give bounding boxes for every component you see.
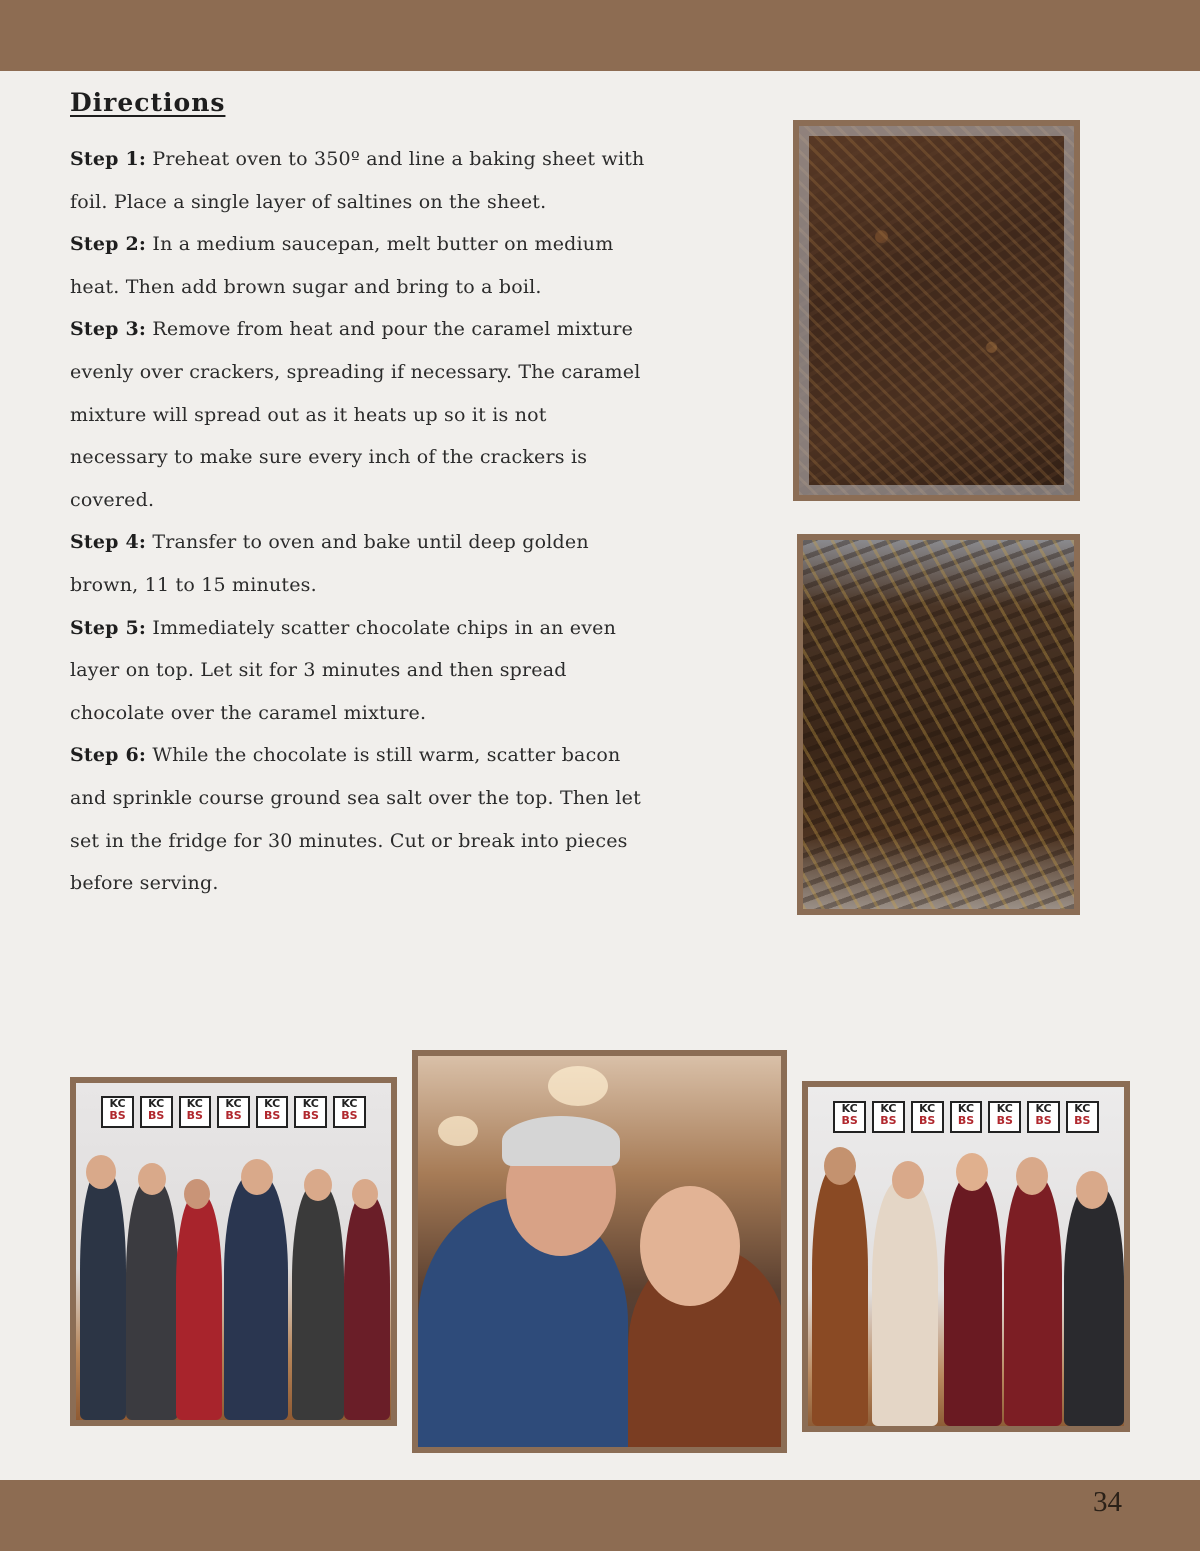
group-photo-left	[70, 1077, 397, 1426]
step-text: In a medium saucepan, melt butter on medium heat. Then add brown sugar and bring to a boil.	[70, 233, 614, 298]
kcbs-logo: KC BS	[294, 1096, 327, 1128]
person	[224, 1175, 288, 1420]
step-label: Step 2:	[70, 233, 147, 256]
step-text: Remove from heat and pour the caramel mixture evenly over crackers, spreading if necessary. The caramel mixture will spread out as it heats up so it is not necessary to make sure every inch of the crackers is covered.	[70, 318, 641, 511]
kcbs-logo: KC BS	[872, 1101, 905, 1133]
kcbs-logo: KC BS	[1027, 1101, 1060, 1133]
step-label: Step 1:	[70, 148, 147, 170]
person	[292, 1185, 344, 1420]
person-head	[352, 1179, 378, 1209]
kcbs-logo: KC BS	[179, 1096, 212, 1128]
person-head	[184, 1179, 210, 1209]
person	[1004, 1176, 1062, 1426]
kcbs-logo: KC BS	[950, 1101, 983, 1133]
group-photo-right	[802, 1081, 1130, 1432]
step-4	[70, 521, 650, 606]
person-head	[892, 1161, 924, 1199]
kcbs-backdrop	[101, 1096, 366, 1128]
person	[126, 1180, 178, 1420]
bottom-band	[0, 1480, 1200, 1551]
person-head	[824, 1147, 856, 1185]
chandelier	[548, 1066, 608, 1106]
step-5	[70, 607, 650, 735]
person-head	[956, 1153, 988, 1191]
step-label: Step 5:	[70, 616, 147, 639]
step-label: Step 3:	[70, 318, 147, 341]
person-head	[1016, 1157, 1048, 1195]
kcbs-logo: KC BS	[256, 1096, 289, 1128]
person	[176, 1195, 222, 1420]
person	[80, 1170, 126, 1420]
step-3	[70, 308, 650, 521]
directions-heading: Directions	[70, 88, 226, 117]
step-6	[70, 734, 650, 904]
person-head	[241, 1159, 273, 1195]
kcbs-logo: KC BS	[988, 1101, 1021, 1133]
kcbs-logo: KC BS	[140, 1096, 173, 1128]
person	[812, 1166, 868, 1426]
kcbs-logo: KC BS	[911, 1101, 944, 1133]
directions-steps	[70, 138, 650, 905]
kcbs-logo: KC BS	[217, 1096, 250, 1128]
person	[1064, 1186, 1124, 1426]
person	[944, 1176, 1002, 1426]
top-band	[0, 0, 1200, 71]
step-1	[70, 138, 650, 223]
toffee-pieces-photo	[797, 534, 1080, 915]
person-head	[138, 1163, 166, 1195]
person-head	[640, 1186, 740, 1306]
person-head	[86, 1155, 116, 1189]
kcbs-logo: KC BS	[1066, 1101, 1099, 1133]
step-label: Step 4:	[70, 531, 147, 554]
page-number: 34	[1093, 1486, 1122, 1518]
chandelier	[438, 1116, 478, 1146]
kcbs-logo: KC BS	[101, 1096, 134, 1128]
toffee-pan-photo	[793, 120, 1080, 501]
kcbs-logo: KC BS	[833, 1101, 866, 1133]
kcbs-backdrop	[833, 1101, 1098, 1133]
kcbs-logo: KC BS	[333, 1096, 366, 1128]
step-2	[70, 223, 650, 308]
step-text: Immediately scatter chocolate chips in an even layer on top. Let sit for 3 minutes and then spread chocolate over the caramel mixture.	[70, 616, 617, 724]
person-head	[1076, 1171, 1108, 1209]
step-label: Step 6:	[70, 744, 147, 767]
person	[344, 1195, 390, 1420]
person-head	[304, 1169, 332, 1201]
cap-icon	[502, 1116, 620, 1166]
step-text: Preheat oven to 350º and line a baking sheet with foil. Place a single layer of saltines on the sheet.	[70, 148, 645, 213]
step-text: While the chocolate is still warm, scatter bacon and sprinkle course ground sea salt over the top. Then let set in the fridge for 30 minutes. Cut or break into pieces before serving.	[70, 744, 641, 895]
selfie-photo	[412, 1050, 787, 1453]
person	[872, 1181, 938, 1426]
step-text: Transfer to oven and bake until deep golden brown, 11 to 15 minutes.	[70, 531, 589, 596]
